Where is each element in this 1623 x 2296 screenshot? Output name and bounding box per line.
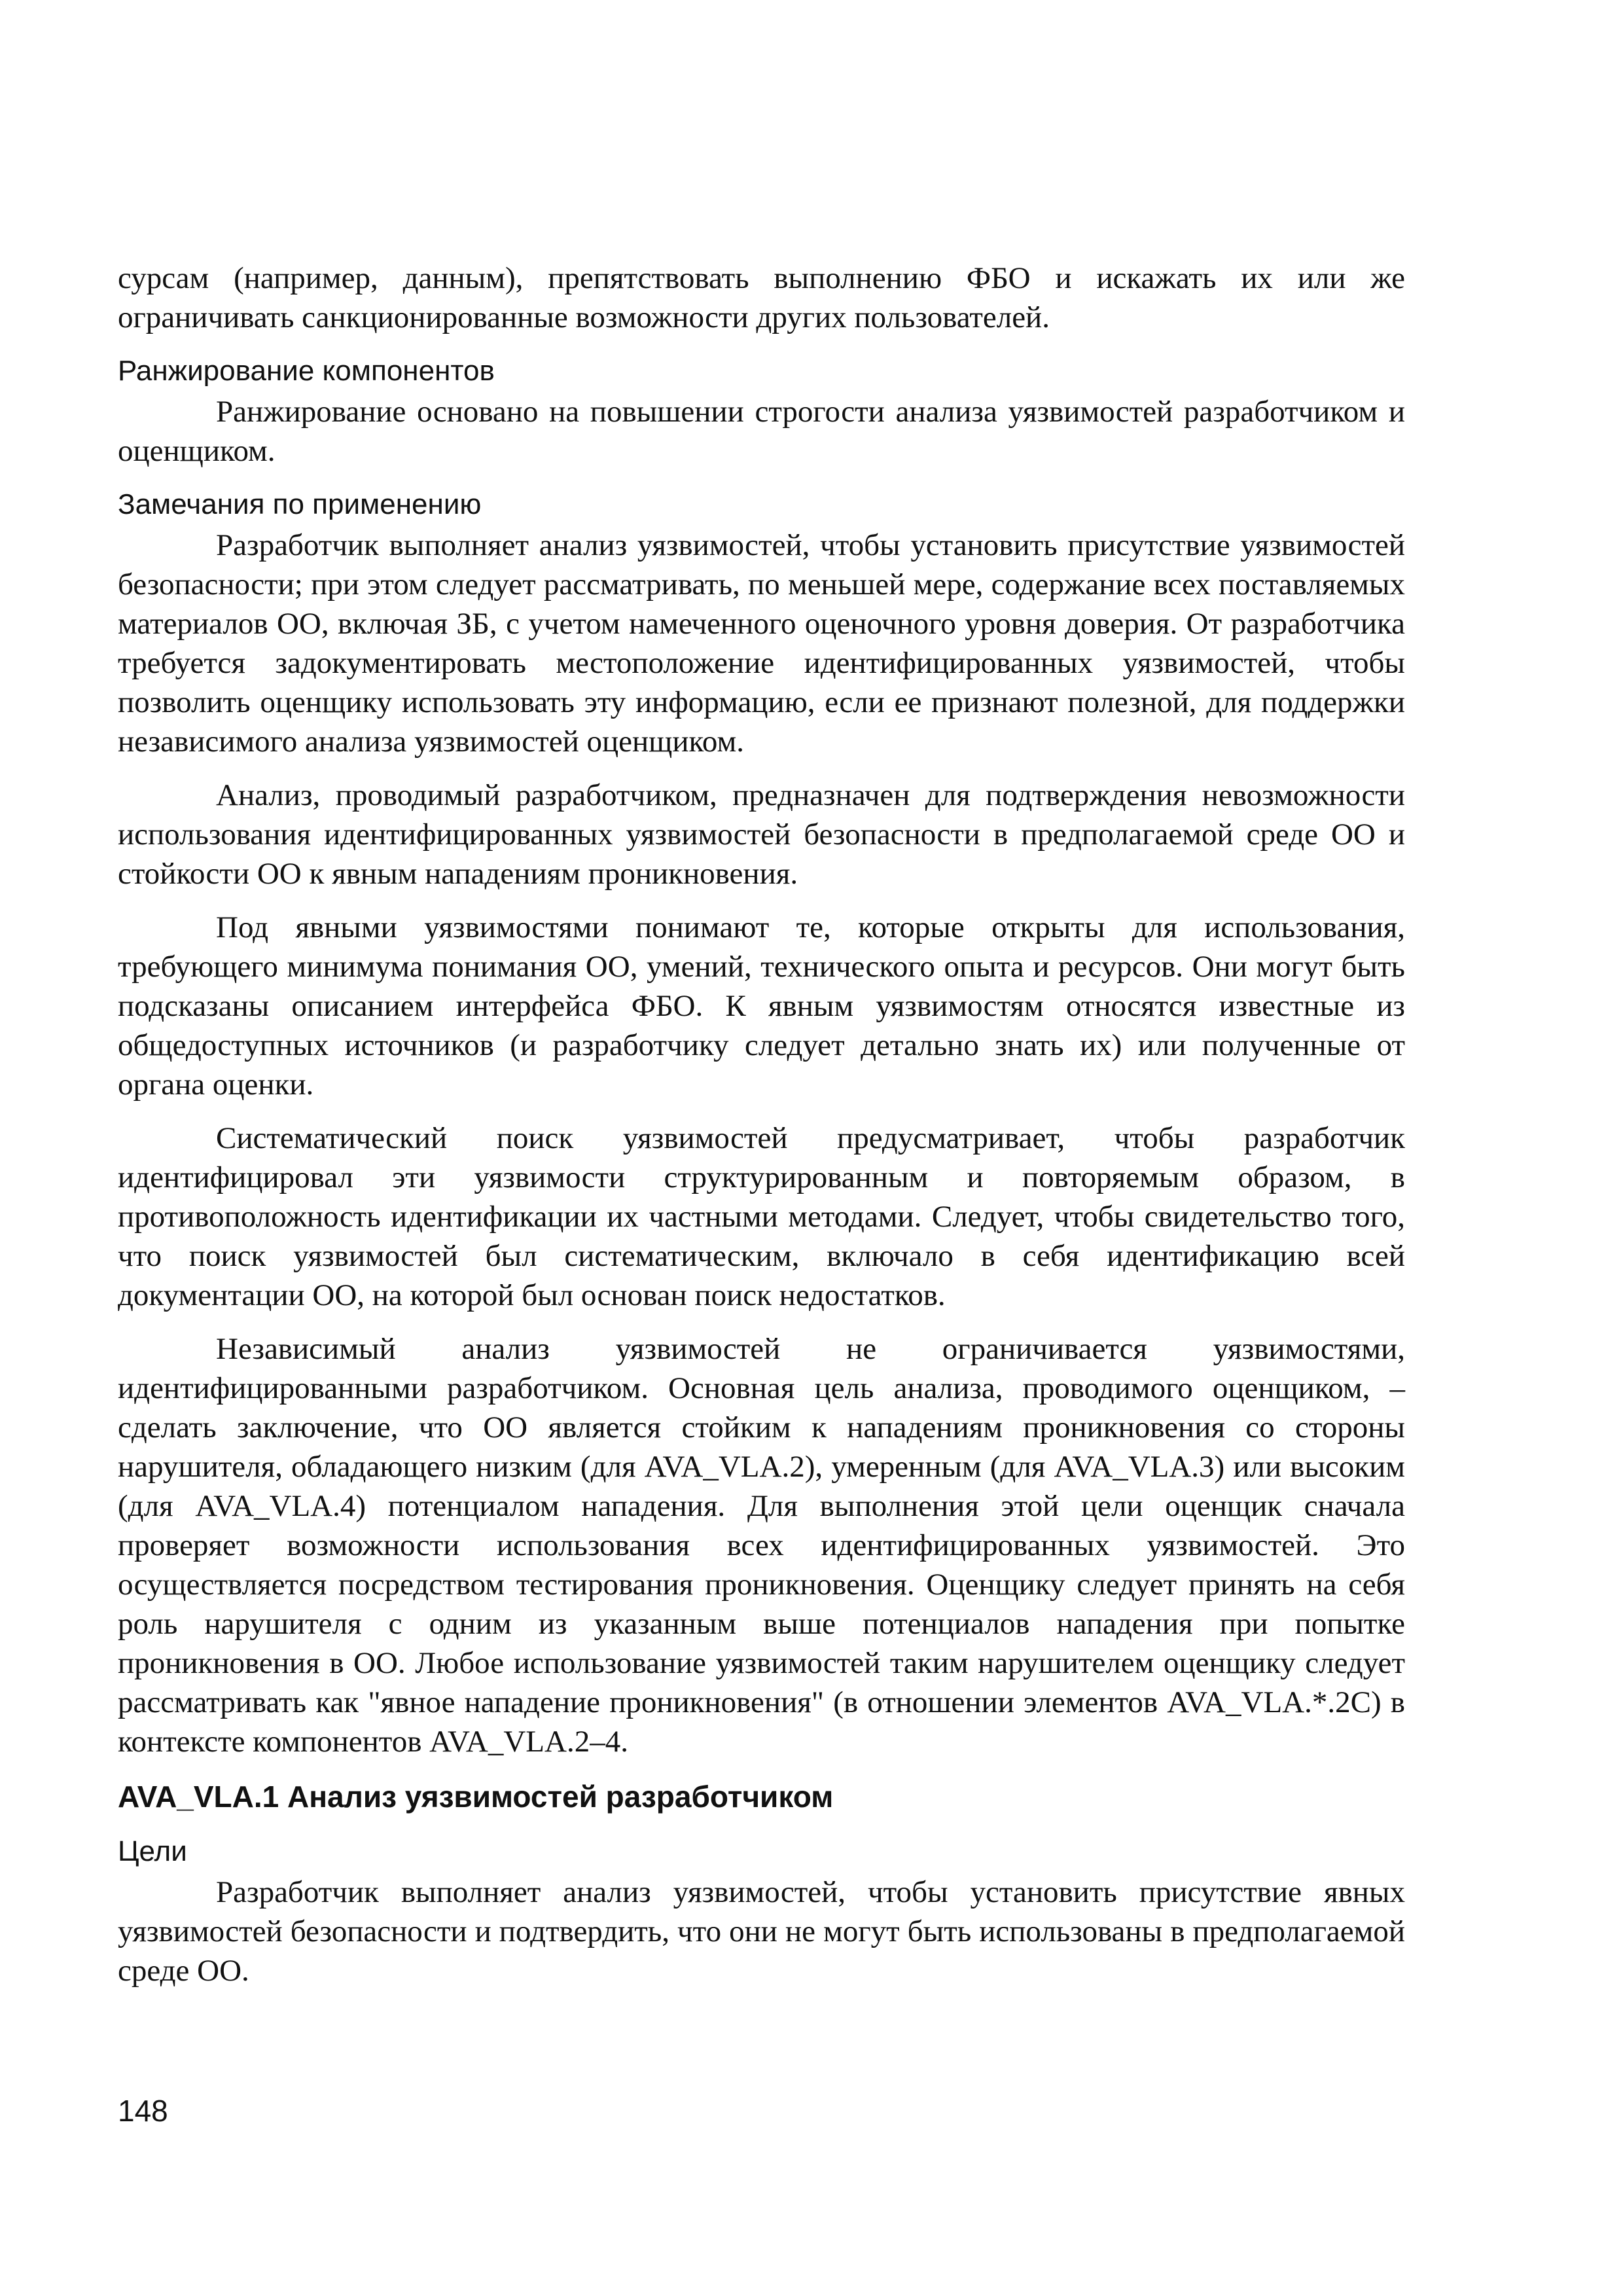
section-heading: AVA_VLA.1 Анализ уязвимостей разработчиком — [118, 1780, 834, 1814]
goals-paragraph: Разработчик выполняет анализ уязвимостей, чтобы установить присутствие явных уязвимостей безопасности и подтвердить, что они не могут быть использованы в предполагаемой среде ОО. — [118, 1875, 1405, 1988]
notes-paragraph-5: Независимый анализ уязвимостей не ограничивается уязвимостями, идентифицированными разработчиком. Основная цель анализа, проводимого оценщиком, – сделать заключение, что ОО является стойким к нападениям проникновения со стороны нарушителя, обладающего низким (для AVA_VLA.2), умеренным (для AVA_VLA.3) или высоким (для AVA_VLA.4) потенциалом нападения. Для выполнения этой цели оценщик сначала проверяет возможности использования всех идентифицированных уязвимостей. Это осуществляется посредством тестирования проникновения. Оценщику следует принять на себя роль нарушителя с одним из указанным выше потенциалов нападения при попытке проникновения в ОО. Любое использование уязвимостей таким нарушителем оценщику следует рассматривать как "явное нападение проникновения" (в отношении элементов AVA_VLA.*.2C) в контексте компонентов AVA_VLA.2–4. — [118, 1332, 1405, 1759]
page-number: 148 — [118, 2094, 168, 2128]
notes-paragraph-4: Систематический поиск уязвимостей предусматривает, чтобы разработчик идентифицировал эти уязвимости структурированным и повторяемым образом, в противоположность идентификации их частными методами. Следует, чтобы свидетельство того, что поиск уязвимостей был систематическим, включало в себя идентификацию всей документации ОО, на которой был основан поиск недостатков. — [118, 1121, 1405, 1312]
ranking-heading: Ранжирование компонентов — [118, 355, 495, 387]
intro-paragraph: сурсам (например, данным), препятствовать выполнению ФБО и искажать их или же ограничивать санкционированные возможности других пользователей. — [118, 261, 1405, 334]
page-body — [118, 259, 1405, 1990]
notes-paragraph-1: Разработчик выполняет анализ уязвимостей, чтобы установить присутствие уязвимостей безопасности; при этом следует рассматривать, по меньшей мере, содержание всех поставляемых материалов ОО, включая ЗБ, с учетом намеченного оценочного уровня доверия. От разработчика требуется задокументировать местоположение идентифицированных уязвимостей, чтобы позволить оценщику использовать эту информацию, если ее признают полезной, для поддержки независимого анализа уязвимостей оценщиком. — [118, 528, 1405, 759]
notes-paragraph-3: Под явными уязвимостями понимают те, которые открыты для использования, требующего минимума понимания ОО, умений, технического опыта и ресурсов. Они могут быть подсказаны описанием интерфейса ФБО. К явным уязвимостям относятся известные из общедоступных источников (и разработчику следует детально знать их) или полученные от органа оценки. — [118, 910, 1405, 1102]
notes-paragraph-2: Анализ, проводимый разработчиком, предназначен для подтверждения невозможности использования идентифицированных уязвимостей безопасности в предполагаемой среде ОО и стойкости ОО к явным нападениям проникновения. — [118, 778, 1405, 891]
notes-heading: Замечания по применению — [118, 488, 482, 520]
goals-heading: Цели — [118, 1835, 187, 1867]
ranking-paragraph: Ранжирование основано на повышении строгости анализа уязвимостей разработчиком и оценщиком. — [118, 395, 1405, 468]
